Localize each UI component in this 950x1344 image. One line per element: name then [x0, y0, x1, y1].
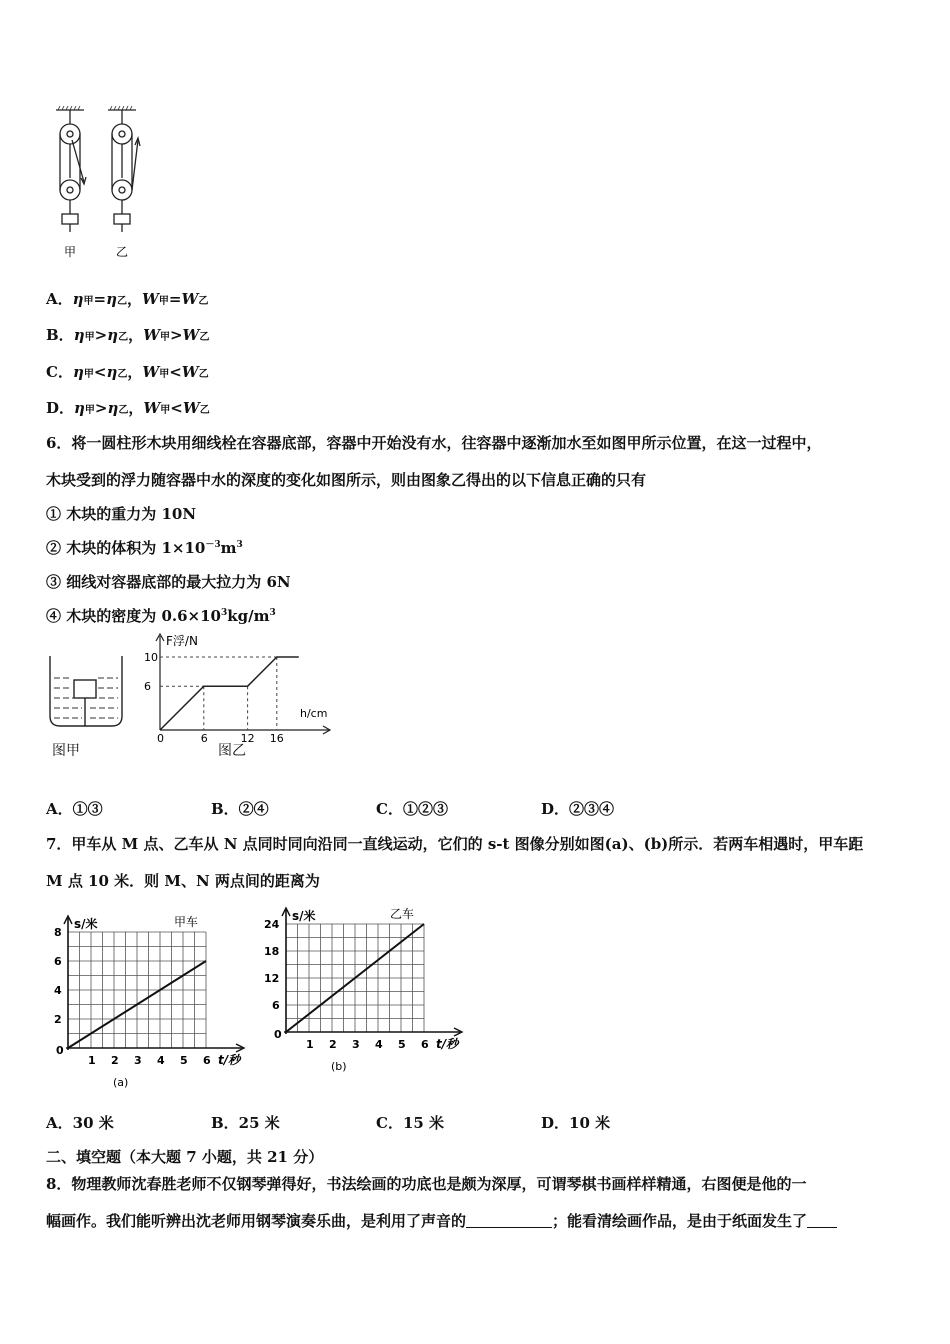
- q5-op2: <: [170, 399, 183, 417]
- y-tick-6: 6: [272, 999, 280, 1012]
- q6-statement-3: ③ 细线对容器底部的最大拉力为 6N: [46, 573, 291, 591]
- q5-sub1: 甲: [84, 405, 95, 416]
- q7-option-d[interactable]: D．10 米: [541, 1114, 611, 1132]
- st-charts: [40, 905, 480, 1095]
- q5-sep: ，: [128, 326, 144, 344]
- q5-wsub1: 甲: [159, 369, 170, 380]
- q5-option-d[interactable]: [46, 397, 210, 418]
- q6-s2-unit-exp: 3: [236, 540, 243, 550]
- q5-w1: W: [142, 290, 159, 308]
- q5-w1: W: [143, 326, 160, 344]
- q5-sub1: 甲: [83, 296, 94, 307]
- q5-sub1: 甲: [84, 332, 95, 343]
- q6-s2-unit: m: [220, 539, 237, 557]
- x-tick-16: 16: [269, 732, 284, 742]
- q7-option-b[interactable]: B．25 米: [211, 1114, 280, 1132]
- q5-sub2: 乙: [118, 332, 129, 343]
- q8-stem-line2: [46, 1210, 837, 1231]
- q5-op1: =: [93, 290, 107, 308]
- pulley-label-b: 乙: [116, 245, 129, 259]
- st-chart-a: [54, 915, 244, 1089]
- q5-option-b[interactable]: [46, 324, 209, 345]
- q8-stem-line1: 8．物理教师沈春胜老师不仅钢琴弹得好，书法绘画的功底也是颇为深厚，可谓琴棋书画样样精通，右图便是他的一: [46, 1175, 807, 1193]
- q5-eta1: η: [72, 363, 84, 381]
- q5-op1: >: [94, 399, 108, 417]
- q6-s2-exp: －3: [205, 540, 221, 550]
- q5-eta1: η: [72, 290, 84, 308]
- chart-title-b: 乙车: [390, 907, 415, 921]
- y-tick-10: 10: [144, 651, 158, 664]
- q5-wsub1: 甲: [159, 332, 170, 343]
- q5-sub1: 甲: [83, 369, 94, 380]
- q5-op1: <: [93, 363, 107, 381]
- buoyancy-line: [160, 657, 299, 730]
- buoyancy-x-label: h/cm: [300, 707, 328, 720]
- q6-statement-2: [46, 537, 243, 558]
- q5-eta1: η: [73, 326, 85, 344]
- q5-w2: W: [182, 399, 200, 417]
- q5-eta2: η: [107, 399, 119, 417]
- q5-sep: ，: [127, 363, 143, 381]
- q5-eta2: η: [107, 326, 119, 344]
- y-tick-18: 18: [264, 945, 280, 958]
- x-tick-6: 6: [421, 1038, 429, 1051]
- q6-s2-text: ② 木块的体积为 1×10: [46, 539, 206, 557]
- q6-option-c[interactable]: C．①②③: [376, 800, 448, 818]
- q5-op2: =: [168, 290, 182, 308]
- q5-wsub2: 乙: [199, 405, 210, 416]
- q5-eta2: η: [106, 363, 118, 381]
- q5-wsub2: 乙: [198, 369, 209, 380]
- chart-caption-b: (b): [331, 1060, 347, 1073]
- q6-s4-unit: kg/m: [227, 607, 270, 625]
- x-tick-1: 1: [88, 1054, 96, 1067]
- q6-s4-text: ④ 木块的密度为 0.6×10: [46, 607, 221, 625]
- q7-option-c[interactable]: C．15 米: [376, 1114, 445, 1132]
- q5-w1: W: [142, 363, 160, 381]
- q6-statement-1: ① 木块的重力为 10N: [46, 505, 197, 523]
- x-tick-4: 4: [157, 1054, 165, 1067]
- y-tick-4: 4: [54, 984, 62, 997]
- q5-sub2: 乙: [117, 369, 128, 380]
- q7-stem-line2: M 点 10 米．则 M、N 两点间的距离为: [46, 872, 320, 890]
- container-figure: [46, 650, 130, 730]
- x-tick-4: 4: [375, 1038, 383, 1051]
- q5-op2: >: [169, 326, 183, 344]
- x-tick-5: 5: [398, 1038, 406, 1051]
- x-tick-2: 2: [329, 1038, 337, 1051]
- x-tick-6: 6: [203, 1054, 211, 1067]
- q6-option-a[interactable]: A．①③: [46, 800, 103, 818]
- y-tick-2: 2: [54, 1013, 62, 1026]
- chart-title-a: 甲车: [174, 915, 199, 929]
- x-tick-3: 3: [134, 1054, 142, 1067]
- section2-heading: 二、填空题（本大题 7 小题，共 21 分）: [46, 1148, 324, 1166]
- q5-letter: B．: [46, 326, 74, 344]
- q6-s4-unit-exp: 3: [269, 608, 276, 618]
- x-tick-2: 2: [111, 1054, 119, 1067]
- q5-w2: W: [181, 290, 199, 308]
- q5-option-c[interactable]: [46, 361, 209, 382]
- q5-sub2: 乙: [117, 296, 128, 307]
- q6-stem-line1: 6．将一圆柱形木块用细线栓在容器底部，容器中开始没有水，往容器中逐渐加水至如图甲所示位置，在这一过程中，: [46, 434, 822, 452]
- y-tick-8: 8: [54, 926, 62, 939]
- q5-op2: <: [169, 363, 182, 381]
- buoyancy-chart: [140, 632, 340, 742]
- q8-blank-2[interactable]: [807, 1213, 837, 1228]
- q5-wsub1: 甲: [160, 405, 171, 416]
- x-tick-6: 6: [200, 732, 208, 742]
- q8-text-a: 幅画作。我们能听辨出沈老师用钢琴演奏乐曲，是利用了声音的: [46, 1212, 467, 1230]
- origin-label: 0: [274, 1028, 282, 1041]
- q5-wsub2: 乙: [199, 332, 210, 343]
- q5-letter: A．: [46, 290, 73, 308]
- q6-option-d[interactable]: D．②③④: [541, 800, 615, 818]
- q5-wsub1: 甲: [158, 296, 169, 307]
- y-tick-12: 12: [264, 972, 280, 985]
- q5-sep: ，: [127, 290, 143, 308]
- fig-a-label: 图甲: [52, 743, 80, 759]
- x-tick-3: 3: [352, 1038, 360, 1051]
- q5-op1: >: [94, 326, 108, 344]
- q8-text-b: ；能看清绘画作品，是由于纸面发生了: [552, 1212, 808, 1230]
- pulley-label-a: 甲: [64, 245, 77, 259]
- q5-letter: C．: [46, 363, 73, 381]
- q5-eta1: η: [74, 399, 85, 417]
- q6-s4-exp: 3: [220, 608, 228, 618]
- q8-blank-1[interactable]: [466, 1213, 552, 1228]
- buoyancy-y-label: F浮/N: [166, 634, 198, 648]
- q5-w2: W: [182, 326, 200, 344]
- x-tick-0: 0: [157, 732, 164, 742]
- q5-w2: W: [181, 363, 199, 381]
- y-label-b: s/米: [292, 909, 316, 923]
- q5-wsub2: 乙: [198, 296, 209, 307]
- fig-b-label: 图乙: [218, 743, 246, 759]
- q5-w1: W: [143, 399, 161, 417]
- q5-sub2: 乙: [118, 405, 129, 416]
- q6-statement-4: [46, 605, 276, 626]
- chart-caption-a: (a): [113, 1076, 129, 1089]
- origin-label: 0: [56, 1044, 64, 1057]
- y-tick-24: 24: [264, 918, 280, 931]
- x-label-b: t/秒: [436, 1037, 459, 1051]
- y-tick-6: 6: [144, 680, 151, 694]
- q6-stem-line2: 木块受到的浮力随容器中水的深度的变化如图所示，则由图象乙得出的以下信息正确的只有: [46, 471, 647, 489]
- x-tick-5: 5: [180, 1054, 188, 1067]
- y-label-a: s/米: [74, 917, 98, 931]
- pulley-figure: [50, 100, 150, 262]
- q6-option-b[interactable]: B．②④: [211, 800, 269, 818]
- x-label-a: t/秒: [218, 1053, 241, 1067]
- q7-stem-line1: 7．甲车从 M 点、乙车从 N 点同时同向沿同一直线运动，它们的 s-t 图像分别如图(a)、(b)所示．若两车相遇时，甲车距: [46, 835, 864, 853]
- y-tick-6: 6: [54, 955, 62, 968]
- q5-eta2: η: [106, 290, 118, 308]
- x-tick-1: 1: [306, 1038, 314, 1051]
- q5-letter: D．: [46, 399, 75, 417]
- x-tick-12: 12: [240, 732, 255, 742]
- q5-sep: ，: [128, 399, 144, 417]
- st-chart-b: [264, 907, 462, 1073]
- q7-option-a[interactable]: A．30 米: [46, 1114, 114, 1132]
- q5-option-a[interactable]: [46, 288, 208, 309]
